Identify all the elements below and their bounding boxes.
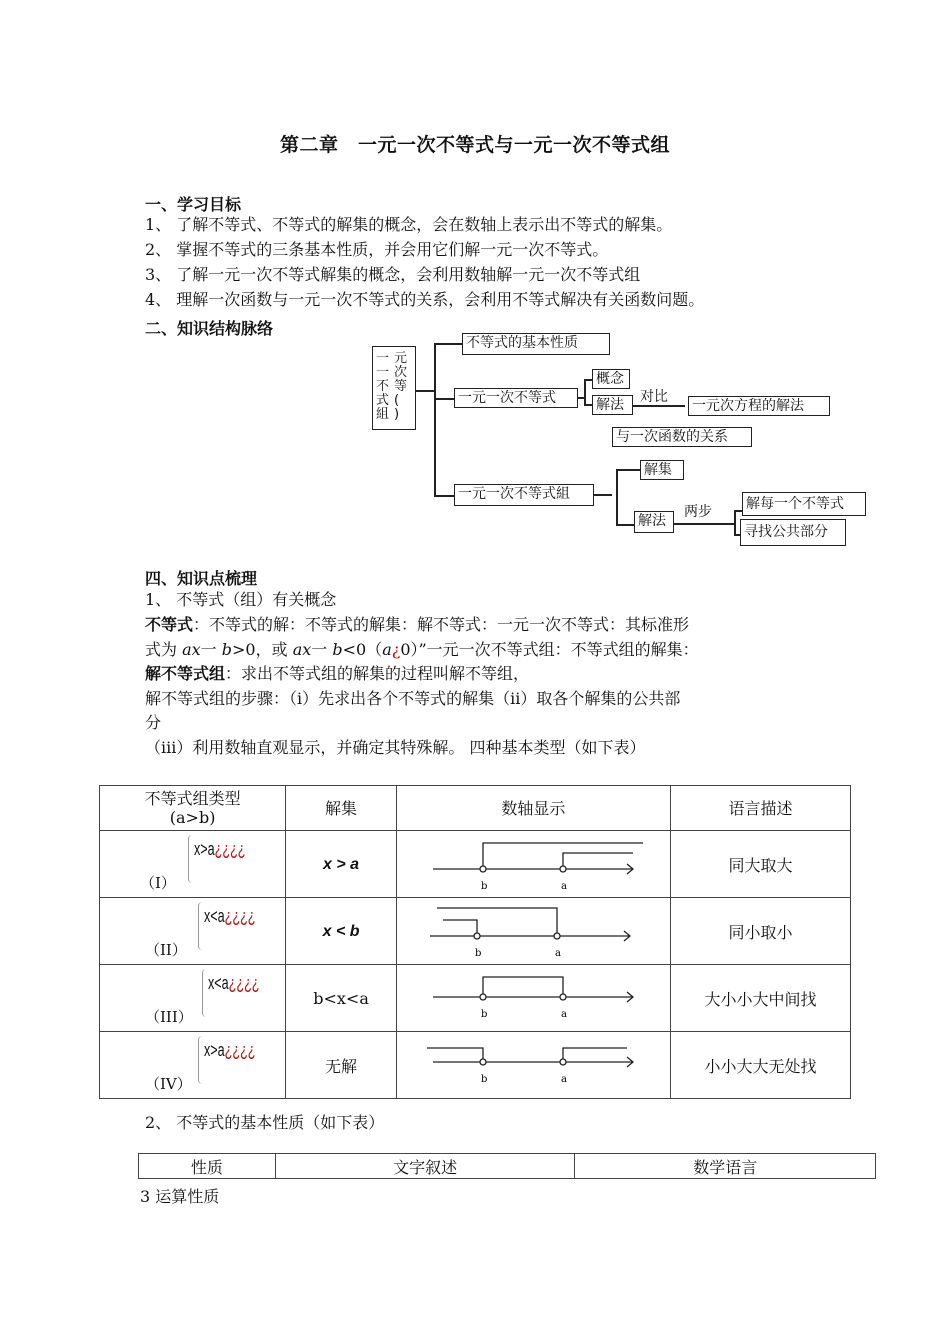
paragraph-line xyxy=(145,638,699,662)
type-cell xyxy=(100,1032,286,1099)
garbled-glyph: ¿¿¿¿ xyxy=(228,973,260,993)
garbled-glyph: ¿ xyxy=(391,640,401,659)
table-header-row xyxy=(100,786,851,831)
table-header-row xyxy=(139,1154,876,1179)
section-heading-knowledge: 四、知识点梳理 xyxy=(145,569,258,588)
svg-text:a: a xyxy=(560,881,567,892)
paragraph-line xyxy=(145,613,689,637)
type-label: （III） xyxy=(145,1008,193,1026)
paragraph-line: 解不等式组的步骤：（i）先求出各个不等式的解集（ii）取各个解集的公共部 xyxy=(145,689,681,708)
root-char: ( xyxy=(394,393,400,408)
section-heading-goals: 一、学习目标 xyxy=(145,195,242,214)
section-heading-structure: 二、知识结构脉络 xyxy=(145,319,274,338)
system-expr xyxy=(204,906,255,927)
root-char: 式 xyxy=(376,393,390,408)
node-properties: 不等式的基本性质 xyxy=(462,333,610,355)
number-line-icon xyxy=(397,898,670,960)
root-char: 一 xyxy=(376,351,390,366)
solution-cell xyxy=(286,898,397,965)
connector xyxy=(434,495,454,497)
connector xyxy=(434,398,454,400)
brace-icon xyxy=(202,969,207,1017)
solution-cell: 无解 xyxy=(286,1032,397,1099)
number-line-cell xyxy=(396,1032,670,1099)
type-label: （II） xyxy=(145,941,187,959)
connector xyxy=(434,343,436,496)
system-expr xyxy=(204,1040,255,1061)
root-char: 元 xyxy=(394,351,408,366)
text: 一 xyxy=(311,640,333,659)
text: <0（ xyxy=(342,640,383,659)
number-line-cell xyxy=(396,898,670,965)
system-expr xyxy=(208,973,259,994)
type-cell xyxy=(100,965,286,1032)
node-solve-each: 解每一个不等式 xyxy=(742,492,866,516)
math-var: b xyxy=(332,640,343,659)
node-find-common: 寻找公共部分 xyxy=(740,519,846,546)
brace-icon xyxy=(198,902,203,950)
number-line-cell xyxy=(396,831,670,898)
solution-cell: b<x<a xyxy=(286,965,397,1032)
connector xyxy=(616,524,634,526)
label-two-steps: 两步 xyxy=(684,504,712,520)
connector xyxy=(434,343,462,345)
goal-item-3: 3、 了解一元一次不等式解集的概念，会利用数轴解一元一次不等式组 xyxy=(145,265,641,284)
type-label: （IV） xyxy=(145,1075,192,1093)
type-label: （I） xyxy=(140,874,176,892)
connector xyxy=(734,510,736,535)
paragraph-line xyxy=(145,662,529,686)
expr: x<a xyxy=(208,973,229,993)
header-text-description: 文字叙述 xyxy=(275,1154,575,1179)
table-row xyxy=(100,898,851,965)
description-cell: 同小取小 xyxy=(670,898,850,965)
header-math-language: 数学语言 xyxy=(575,1154,876,1179)
math-var: ax xyxy=(182,640,201,659)
node-concept: 概念 xyxy=(592,369,630,389)
header-text: 不等式组类型 xyxy=(144,789,241,808)
sub-heading-concepts: 1、 不等式（组）有关概念 xyxy=(145,590,337,609)
table-row xyxy=(100,1032,851,1099)
svg-text:a: a xyxy=(554,948,561,959)
number-line-icon xyxy=(397,831,670,893)
expr: x>a xyxy=(204,1040,225,1060)
svg-text:b: b xyxy=(480,881,488,892)
text: ：求出不等式组的解集的过程叫解不等组， xyxy=(225,664,530,683)
label-compare: 对比 xyxy=(640,389,668,405)
system-expr xyxy=(194,839,245,860)
root-char: 一 xyxy=(376,365,390,380)
number-line-cell xyxy=(396,965,670,1032)
solution-cell xyxy=(286,831,397,898)
node-equation-method: 一元次方程的解法 xyxy=(688,396,830,416)
svg-text:a: a xyxy=(560,1074,567,1085)
properties-table xyxy=(138,1153,876,1179)
root-char: 組 xyxy=(376,407,390,422)
header-text: (a>b) xyxy=(169,808,216,827)
text: ：不等式的解：不等式的解集：解不等式：一元一次不等式：其标准形 xyxy=(193,615,690,634)
expr: x<a xyxy=(204,906,225,926)
connector xyxy=(734,510,742,512)
svg-text:b: b xyxy=(480,1009,488,1020)
connector xyxy=(616,469,640,471)
brace-icon xyxy=(198,1036,203,1084)
solution-text: x > a xyxy=(323,856,360,873)
number-line-icon xyxy=(397,965,670,1027)
svg-text:b: b xyxy=(474,948,482,959)
table-row xyxy=(100,831,851,898)
text: 0）”一元一次不等式组：不等式组的解集： xyxy=(400,640,699,659)
description-cell: 小小大大无处找 xyxy=(670,1032,850,1099)
node-inequality: 一元一次不等式 xyxy=(454,388,578,408)
connector xyxy=(584,379,586,405)
connector xyxy=(594,494,612,496)
header-number-line: 数轴显示 xyxy=(396,786,670,831)
math-var: b xyxy=(221,640,232,659)
svg-text:b: b xyxy=(480,1074,488,1085)
type-cell xyxy=(100,898,286,965)
garbled-glyph: ¿¿¿¿ xyxy=(214,839,246,859)
svg-text:a: a xyxy=(560,1009,567,1020)
root-char: ) xyxy=(394,407,400,422)
paragraph-line: （iii）利用数轴直观显示，并确定其特殊解。 四种基本类型（如下表） xyxy=(145,738,646,757)
number-line-icon xyxy=(397,1032,670,1094)
header-type xyxy=(100,786,286,831)
connector xyxy=(674,523,734,525)
root-char: 不 xyxy=(376,379,390,394)
description-cell: 大小小大中间找 xyxy=(670,965,850,1032)
node-system-method: 解法 xyxy=(634,511,674,533)
paragraph-line: 分 xyxy=(145,713,162,732)
solution-text: x < b xyxy=(322,923,360,940)
header-solution: 解集 xyxy=(286,786,397,831)
text: 一 xyxy=(200,640,222,659)
inequality-types-table xyxy=(99,785,851,1099)
term-inequality: 不等式 xyxy=(145,615,194,634)
node-method: 解法 xyxy=(592,395,633,415)
garbled-glyph: ¿¿¿¿ xyxy=(224,906,256,926)
goal-item-1: 1、 了解不等式、不等式的解集的概念，会在数轴上表示出不等式的解集。 xyxy=(145,215,673,234)
root-char: 等 xyxy=(394,379,408,394)
text: >0，或 xyxy=(232,640,293,659)
node-solution-set: 解集 xyxy=(640,460,684,480)
node-system: 一元一次不等式組 xyxy=(454,484,594,506)
sub-heading-operations: 3 运算性质 xyxy=(140,1187,220,1206)
header-property: 性质 xyxy=(139,1154,276,1179)
expr: x>a xyxy=(194,839,215,859)
text: 式为 xyxy=(145,640,183,659)
garbled-glyph: ¿¿¿¿ xyxy=(224,1040,256,1060)
diagram-root-node xyxy=(372,346,416,430)
connector xyxy=(616,469,618,525)
term-solve-system: 解不等式组 xyxy=(145,664,226,683)
sub-heading-properties: 2、 不等式的基本性质（如下表） xyxy=(145,1113,385,1132)
math-var: ax xyxy=(292,640,312,659)
header-description: 语言描述 xyxy=(670,786,850,831)
type-cell xyxy=(100,831,286,898)
goal-item-4: 4、 理解一次函数与一元一次不等式的关系，会利用不等式解决有关函数问题。 xyxy=(145,290,705,309)
connector xyxy=(416,390,434,392)
connector xyxy=(584,404,592,406)
root-char: 次 xyxy=(394,365,408,380)
node-function-relation: 与一次函数的关系 xyxy=(612,427,752,447)
page-title: 第二章 一元一次不等式与一元一次不等式组 xyxy=(279,134,670,156)
table-row xyxy=(100,965,851,1032)
brace-icon xyxy=(188,835,193,883)
goal-item-2: 2、 掌握不等式的三条基本性质，并会用它们解一元一次不等式。 xyxy=(145,240,609,259)
math-var: a xyxy=(382,640,392,659)
connector xyxy=(584,379,592,381)
description-cell: 同大取大 xyxy=(670,831,850,898)
